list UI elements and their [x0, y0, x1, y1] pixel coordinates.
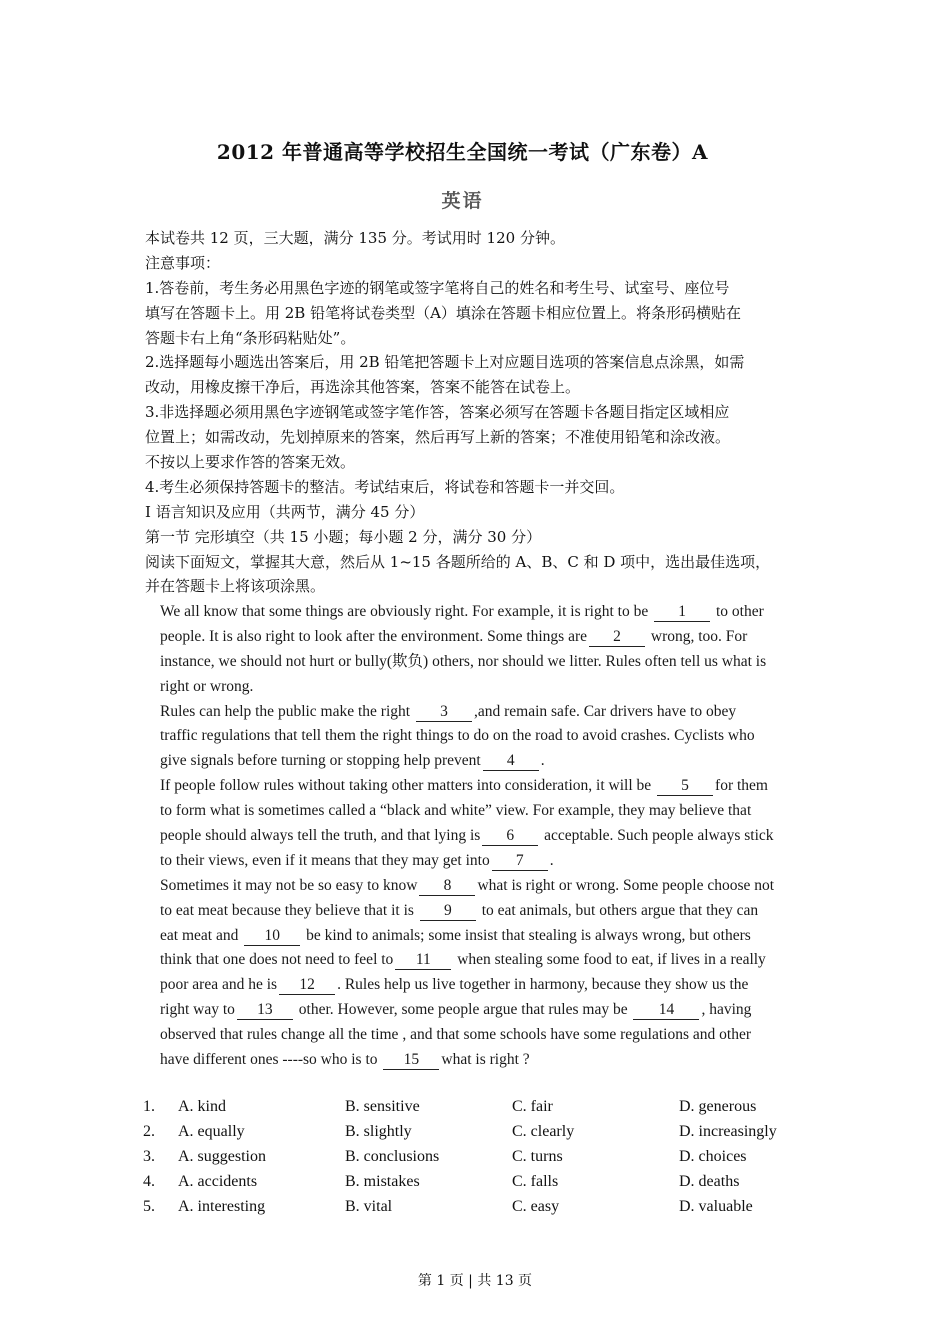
option-a[interactable]: A. accidents	[178, 1172, 258, 1190]
passage-text: instance, we should not hurt or bully(欺负) others, nor should we litter. Rules often tell us what is	[160, 652, 767, 670]
passage-text: If people follow rules without taking other matters into consideration, it will be	[160, 777, 656, 795]
passage-text: think that one does not need to feel to	[160, 951, 394, 969]
option-c[interactable]: C. clearly	[512, 1122, 575, 1140]
passage-text: give signals before turning or stopping help prevent	[160, 752, 481, 770]
subject-heading: 英语	[441, 190, 484, 212]
blank-15[interactable]: 15	[383, 1051, 439, 1070]
instruction-line: 不按以上要求作答的答案无效。	[145, 453, 356, 472]
question-number: 1.	[143, 1098, 155, 1115]
page-footer: 第 1 页 | 共 13 页	[417, 1273, 533, 1289]
instruction-line: 2.选择题每小题选出答案后，用 2B 铅笔把答题卡上对应题目选项的答案信息点涂黑，如需	[145, 353, 745, 372]
blank-1[interactable]: 1	[654, 603, 710, 622]
instruction-line: 注意事项：	[145, 253, 221, 272]
option-d[interactable]: D. deaths	[679, 1172, 740, 1190]
blank-13[interactable]: 13	[237, 1001, 293, 1020]
passage-text: wrong, too. For	[647, 627, 748, 645]
passage-text: other. However, some people argue that rules may be	[294, 1001, 632, 1019]
passage-line	[160, 1048, 830, 1073]
instructions-block	[145, 226, 825, 599]
option-a[interactable]: A. suggestion	[178, 1147, 266, 1165]
instruction-line: 答题卡右上角“条形码粘贴处”。	[145, 328, 356, 347]
blank-9[interactable]: 9	[420, 902, 476, 921]
option-b[interactable]: B. conclusions	[345, 1147, 440, 1165]
passage-text: .	[549, 851, 554, 869]
question-number: 2.	[143, 1122, 155, 1140]
blank-8[interactable]: 8	[419, 877, 475, 896]
question-row	[143, 1170, 843, 1195]
passage-line	[160, 675, 830, 700]
option-b[interactable]: B. mistakes	[345, 1172, 420, 1190]
passage-line	[160, 799, 830, 824]
passage-text: to their views, even if it means that they may get into	[160, 851, 490, 869]
passage-text: , having	[701, 1001, 752, 1019]
passage-text: acceptable. Such people always stick	[540, 827, 774, 845]
passage-text: We all know that some things are obviously right. For example, it is right to be	[160, 603, 653, 620]
blank-6[interactable]: 6	[482, 827, 538, 846]
blank-3[interactable]: 3	[416, 703, 472, 722]
instruction-line: 1.答卷前，考生务必用黑色字迹的钢笔或签字笔将自己的姓名和考生号、试室号、座位号	[145, 278, 730, 297]
option-c[interactable]: C. falls	[512, 1172, 559, 1190]
passage-line	[160, 924, 830, 949]
instruction-line: 4.考生必须保持答题卡的整洁。考试结束后，将试卷和答题卡一并交回。	[145, 477, 625, 496]
directions-line: 并在答题卡上将该项涂黑。	[145, 577, 326, 596]
option-a[interactable]: A. equally	[178, 1122, 245, 1140]
passage-text: .	[540, 752, 545, 770]
blank-14[interactable]: 14	[633, 1001, 699, 1020]
passage-text: poor area and he is	[160, 976, 278, 994]
passage-line	[160, 948, 830, 973]
passage-text: be kind to animals; some insist that stealing is always wrong, but others	[302, 926, 751, 944]
passage-line	[160, 1023, 830, 1048]
blank-10[interactable]: 10	[244, 927, 300, 946]
option-b[interactable]: B. vital	[345, 1197, 393, 1215]
question-number: 4.	[143, 1172, 155, 1190]
question-row	[143, 1095, 843, 1120]
passage-line	[160, 774, 830, 799]
passage-text: ,and remain safe. Car drivers have to obey	[473, 702, 737, 720]
passage-line	[160, 600, 830, 625]
passage-line	[160, 650, 830, 675]
instruction-line: 本试卷共 12 页，三大题，满分 135 分。考试用时 120 分钟。	[145, 229, 565, 247]
blank-7[interactable]: 7	[492, 852, 548, 871]
passage-text: right or wrong.	[160, 677, 254, 695]
option-d[interactable]: D. choices	[679, 1147, 747, 1165]
option-d[interactable]: D. increasingly	[679, 1122, 777, 1140]
question-row	[143, 1120, 843, 1145]
option-a[interactable]: A. kind	[178, 1098, 226, 1115]
instruction-line: 位置上；如需改动，先划掉原来的答案，然后再写上新的答案；不准使用铅笔和涂改液。	[145, 428, 731, 447]
option-c[interactable]: C. fair	[512, 1098, 553, 1115]
cloze-passage	[160, 600, 830, 1073]
instruction-line: 3.非选择题必须用黑色字迹钢笔或签字笔作答，答案必须写在答题卡各题目指定区域相应	[145, 403, 730, 422]
passage-text: eat meat and	[160, 926, 243, 944]
subsection-heading: 第一节 完形填空（共 15 小题；每小题 2 分，满分 30 分）	[145, 527, 542, 546]
question-number: 3.	[143, 1147, 155, 1165]
passage-line	[160, 700, 830, 725]
answer-options	[143, 1095, 843, 1219]
exam-title: 2012 年普通高等学校招生全国统一考试（广东卷）A	[216, 140, 709, 164]
passage-text: right way to	[160, 1001, 235, 1019]
blank-4[interactable]: 4	[483, 752, 539, 771]
instruction-line: 填写在答题卡上。用 2B 铅笔将试卷类型（A）填涂在答题卡相应位置上。将条形码横贴在	[145, 303, 741, 322]
blank-2[interactable]: 2	[589, 628, 645, 647]
option-c[interactable]: C. easy	[512, 1197, 560, 1215]
passage-text: what is right or wrong. Some people choose not	[477, 876, 775, 894]
passage-line	[160, 998, 830, 1023]
passage-text: to eat meat because they believe that it is	[160, 901, 418, 919]
option-b[interactable]: B. sensitive	[345, 1098, 420, 1115]
section-heading: I 语言知识及应用（共两节，满分 45 分）	[145, 502, 425, 521]
passage-line	[160, 625, 830, 650]
passage-line	[160, 824, 830, 849]
passage-line	[160, 899, 830, 924]
passage-text: have different ones ----so who is to	[160, 1051, 382, 1069]
passage-text: people should always tell the truth, and that lying is	[160, 827, 481, 845]
passage-text: Rules can help the public make the right	[160, 702, 414, 720]
blank-11[interactable]: 11	[395, 951, 451, 970]
passage-line	[160, 749, 830, 774]
instruction-line: 改动，用橡皮擦干净后，再选涂其他答案，答案不能答在试卷上。	[145, 378, 581, 397]
directions-line: 阅读下面短文，掌握其大意，然后从 1~15 各题所给的 A、B、C 和 D 项中，选出最佳选项，	[145, 552, 771, 571]
question-number: 5.	[143, 1197, 155, 1215]
question-row	[143, 1195, 843, 1220]
passage-text: traffic regulations that tell them the right things to do on the road to avoid crashes. Cyclists who	[160, 727, 755, 745]
option-b[interactable]: B. slightly	[345, 1122, 412, 1140]
passage-text: to form what is sometimes called a “black and white” view. For example, they may believe that	[160, 802, 752, 820]
passage-text: when stealing some food to eat, if lives in a really	[453, 951, 766, 969]
passage-text: for them	[715, 777, 768, 795]
passage-text: Sometimes it may not be so easy to know	[160, 876, 418, 894]
blank-5[interactable]: 5	[657, 777, 713, 796]
passage-text: people. It is also right to look after the environment. Some things are	[160, 627, 588, 645]
blank-12[interactable]: 12	[279, 976, 335, 995]
passage-text: . Rules help us live together in harmony, because they show us the	[337, 976, 749, 994]
option-d[interactable]: D. valuable	[679, 1197, 753, 1215]
passage-line	[160, 874, 830, 899]
option-d[interactable]: D. generous	[679, 1098, 757, 1115]
passage-line	[160, 973, 830, 998]
passage-text: to other	[712, 603, 764, 620]
option-a[interactable]: A. interesting	[178, 1197, 266, 1215]
option-c[interactable]: C. turns	[512, 1147, 563, 1165]
passage-text: observed that rules change all the time , and that some schools have some regulations and other	[160, 1026, 751, 1044]
passage-text: what is right ?	[441, 1051, 530, 1069]
passage-text: to eat animals, but others argue that they can	[477, 901, 759, 919]
passage-line	[160, 849, 830, 874]
question-row	[143, 1145, 843, 1170]
passage-line	[160, 724, 830, 749]
